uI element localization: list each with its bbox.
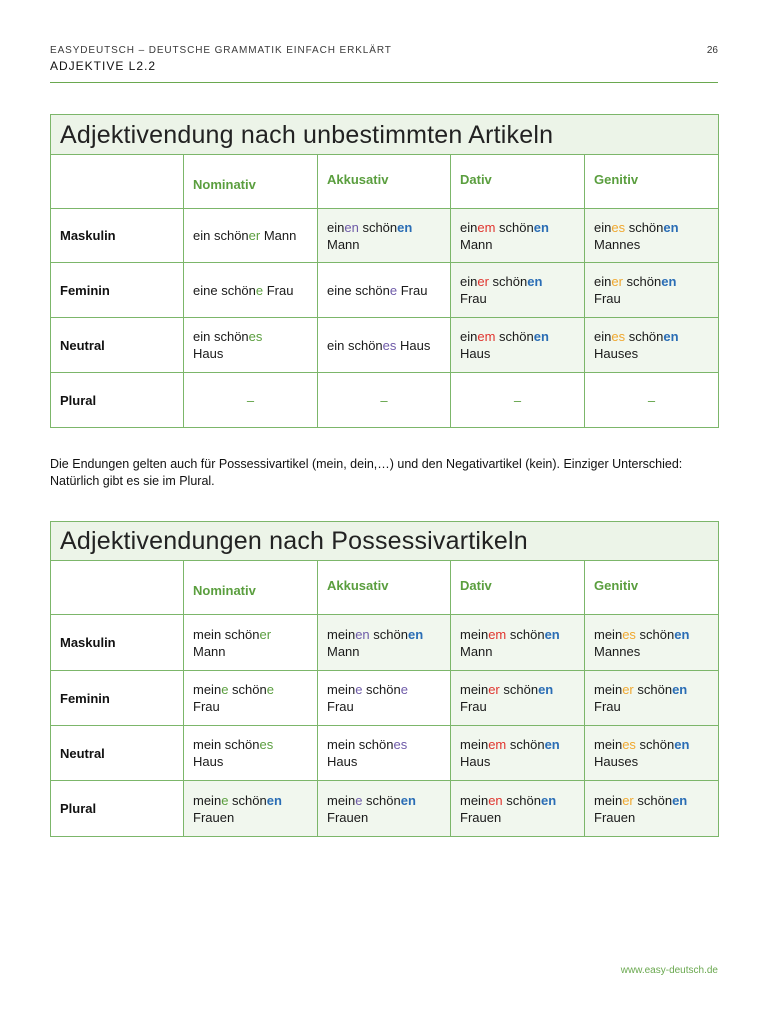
word-text: Mannes [594, 643, 641, 659]
cell-akkusativ [318, 209, 451, 263]
word-text: ein schön [327, 337, 383, 353]
table-row [51, 373, 719, 428]
word-text: ein [460, 219, 478, 235]
word-text: Frauen [327, 809, 369, 825]
cell-dativ [451, 671, 585, 726]
ending-highlight: en [661, 274, 677, 289]
word-text: Frau [397, 282, 428, 298]
ending-highlight: e [400, 682, 408, 697]
word-text: mein [193, 792, 222, 808]
word-text: Mann [460, 643, 493, 659]
word-text: schön [362, 682, 401, 697]
cell-genitiv [585, 318, 719, 373]
cell-nominativ [184, 615, 318, 671]
word-text: Frauen [594, 809, 636, 825]
ending-highlight: en [663, 219, 679, 235]
word-text: ein [460, 274, 478, 289]
row-label: Plural [51, 781, 184, 837]
cell-nominativ [184, 671, 318, 726]
word-text: schön [633, 792, 673, 808]
word-text: schön [506, 737, 545, 752]
page-number: 26 [706, 45, 718, 56]
word-text: ein schön [193, 329, 249, 344]
ending-highlight: er [611, 274, 623, 289]
cell-genitiv [585, 263, 719, 318]
word-text: Haus [460, 346, 491, 361]
cell-genitiv [585, 726, 719, 781]
cell-akkusativ [318, 373, 451, 428]
ending-highlight: er [248, 228, 261, 243]
cell-genitiv [585, 615, 719, 671]
ending-highlight: en [544, 737, 560, 752]
ending-highlight: en [407, 626, 424, 642]
word-text: mein [327, 626, 356, 642]
table-title: Adjektivendung nach unbestimmten Artikeln [51, 115, 719, 155]
word-text: Frau [263, 282, 294, 298]
word-text: mein [594, 682, 623, 697]
ending-highlight: er [488, 682, 500, 697]
word-text: Frauen [460, 809, 502, 825]
word-text: Mann [260, 228, 297, 243]
word-text: schön [625, 329, 664, 344]
row-label: Neutral [51, 318, 184, 373]
cell-nominativ [184, 373, 318, 428]
word-text: ein [594, 219, 612, 235]
ending-highlight: en [533, 329, 549, 344]
ending-highlight: en [544, 626, 560, 642]
row-label: Neutral [51, 726, 184, 781]
word-text: Haus [396, 337, 431, 353]
cell-akkusativ [318, 615, 451, 671]
word-text: Mann [327, 236, 360, 252]
column-header-genitiv: Genitiv [585, 561, 719, 615]
ending-highlight: es [622, 626, 636, 642]
cell-genitiv [585, 781, 719, 837]
ending-highlight: e [255, 282, 264, 298]
word-text: mein [327, 682, 356, 697]
column-header-akkusativ: Akkusativ [318, 561, 451, 615]
word-text: Frau [193, 699, 220, 714]
ending-highlight: – [647, 392, 656, 408]
cell-dativ [451, 373, 585, 428]
column-header-dativ: Dativ [451, 561, 585, 615]
word-text: Mann [460, 236, 493, 252]
word-text: Frauen [193, 809, 235, 825]
cell-dativ [451, 263, 585, 318]
word-text: ein [460, 329, 478, 344]
word-text: mein [460, 737, 489, 752]
ending-highlight: en [397, 219, 413, 235]
word-text: schön [625, 219, 664, 235]
empty-corner-cell [51, 155, 184, 209]
cell-nominativ [184, 263, 318, 318]
table-row [51, 781, 719, 837]
ending-highlight: en [674, 737, 690, 752]
cell-nominativ [184, 318, 318, 373]
table-row [51, 615, 719, 671]
ending-highlight: e [221, 792, 229, 808]
word-text: Haus [327, 754, 358, 769]
cell-akkusativ [318, 726, 451, 781]
word-text: schön [495, 219, 534, 235]
table-row [51, 726, 719, 781]
row-label: Feminin [51, 671, 184, 726]
word-text: ein [327, 219, 345, 235]
table-row [51, 671, 719, 726]
word-text: mein [193, 682, 222, 697]
ending-highlight: es [611, 329, 626, 344]
cell-genitiv [585, 373, 719, 428]
word-text: Frau [594, 291, 621, 306]
column-header-dativ: Dativ [451, 155, 585, 209]
cell-akkusativ [318, 318, 451, 373]
ending-highlight: – [513, 392, 522, 408]
word-text: ein [594, 274, 612, 289]
ending-highlight: es [248, 329, 263, 344]
cell-dativ [451, 781, 585, 837]
ending-highlight: e [266, 682, 274, 697]
word-text: schön [228, 792, 267, 808]
table-row [51, 263, 719, 318]
row-label: Maskulin [51, 209, 184, 263]
ending-highlight: en [355, 626, 370, 642]
word-text: Hauses [594, 754, 639, 769]
document-series-title: EASYDEUTSCH – DEUTSCHE GRAMMATIK EINFACH ERKLÄRT [50, 45, 392, 56]
ending-highlight: en [266, 792, 282, 808]
word-text: schön [488, 274, 528, 289]
cell-dativ [451, 615, 585, 671]
ending-highlight: es [259, 737, 274, 752]
explanation-paragraph: Die Endungen gelten auch für Possessivartikel (mein, dein,…) und den Negativartikel (kein). Einziger Unterschied: Natürlich gibt es sie im Plural. [50, 457, 683, 488]
table-row [51, 318, 719, 373]
word-text: mein schön [327, 737, 394, 752]
word-text: schön [495, 329, 534, 344]
ending-highlight: er [259, 626, 272, 642]
ending-highlight: en [533, 219, 549, 235]
table-title: Adjektivendungen nach Possessivartikeln [51, 522, 719, 561]
ending-highlight: es [382, 337, 397, 353]
word-text: Haus [460, 754, 491, 769]
word-text: schön [358, 219, 398, 235]
ending-highlight: em [477, 329, 496, 344]
ending-highlight: – [380, 392, 388, 408]
word-text: schön [499, 682, 539, 697]
ending-highlight: e [389, 282, 398, 298]
column-header-genitiv: Genitiv [585, 155, 719, 209]
cell-genitiv [585, 671, 719, 726]
ending-highlight: em [488, 626, 507, 642]
ending-highlight: es [622, 737, 636, 752]
empty-corner-cell [51, 561, 184, 615]
word-text: schön [635, 737, 675, 752]
word-text: mein [327, 792, 356, 808]
word-text: schön [228, 682, 267, 697]
word-text: eine schön [193, 282, 256, 298]
ending-highlight: em [488, 737, 507, 752]
word-text: ein [594, 329, 612, 344]
chapter-title: ADJEKTIVE L2.2 [50, 59, 157, 73]
header-divider [50, 82, 718, 83]
word-text: schön [502, 792, 541, 808]
table-indefinite-articles [50, 114, 719, 428]
table-row [51, 209, 719, 263]
ending-highlight: en [344, 219, 359, 235]
row-label: Maskulin [51, 615, 184, 671]
cell-akkusativ [318, 671, 451, 726]
word-text: schön [633, 682, 673, 697]
cell-akkusativ [318, 781, 451, 837]
ending-highlight: en [400, 792, 416, 808]
table-possessive-articles [50, 521, 719, 837]
row-label: Plural [51, 373, 184, 428]
column-header-akkusativ: Akkusativ [318, 155, 451, 209]
word-text: mein schön [193, 737, 260, 752]
ending-highlight: en [674, 626, 690, 642]
ending-highlight: en [672, 792, 688, 808]
ending-highlight: en [538, 682, 554, 697]
ending-highlight: e [221, 682, 229, 697]
ending-highlight: es [393, 737, 408, 752]
word-text: Mann [193, 643, 226, 659]
word-text: eine schön [327, 282, 390, 298]
word-text: mein [594, 626, 623, 642]
word-text: schön [622, 274, 662, 289]
word-text: Frau [460, 291, 487, 306]
cell-nominativ [184, 781, 318, 837]
cell-nominativ [184, 726, 318, 781]
word-text: mein [594, 792, 623, 808]
word-text: Frau [460, 699, 487, 714]
ending-highlight: en [672, 682, 688, 697]
ending-highlight: – [246, 392, 255, 408]
ending-highlight: es [611, 219, 626, 235]
word-text: mein [460, 792, 489, 808]
word-text: schön [635, 626, 675, 642]
word-text: Hauses [594, 346, 639, 361]
ending-highlight: er [622, 682, 634, 697]
word-text: mein [460, 682, 489, 697]
word-text: Mann [327, 643, 360, 659]
cell-dativ [451, 318, 585, 373]
word-text: Haus [193, 346, 224, 361]
ending-highlight: e [355, 792, 363, 808]
cell-nominativ [184, 209, 318, 263]
ending-highlight: e [355, 682, 363, 697]
ending-highlight: en [540, 792, 557, 808]
ending-highlight: er [622, 792, 634, 808]
cell-genitiv [585, 209, 719, 263]
ending-highlight: en [527, 274, 543, 289]
ending-highlight: em [477, 219, 496, 235]
word-text: schön [362, 792, 401, 808]
word-text: Haus [193, 754, 224, 769]
word-text: Frau [594, 699, 621, 714]
column-header-nominativ: Nominativ [184, 155, 318, 209]
word-text: mein schön [193, 626, 260, 642]
footer-website-link[interactable]: www.easy-deutsch.de [620, 965, 718, 976]
ending-highlight: en [488, 792, 503, 808]
word-text: ein schön [193, 228, 249, 243]
column-header-nominativ: Nominativ [184, 561, 318, 615]
page-header [50, 45, 718, 73]
word-text: Frau [327, 699, 354, 714]
cell-dativ [451, 209, 585, 263]
ending-highlight: en [663, 329, 679, 344]
cell-dativ [451, 726, 585, 781]
word-text: schön [369, 626, 408, 642]
row-label: Feminin [51, 263, 184, 318]
word-text: mein [460, 626, 489, 642]
word-text: mein [594, 737, 623, 752]
word-text: schön [506, 626, 545, 642]
word-text: Mannes [594, 236, 641, 252]
cell-akkusativ [318, 263, 451, 318]
ending-highlight: er [477, 274, 489, 289]
